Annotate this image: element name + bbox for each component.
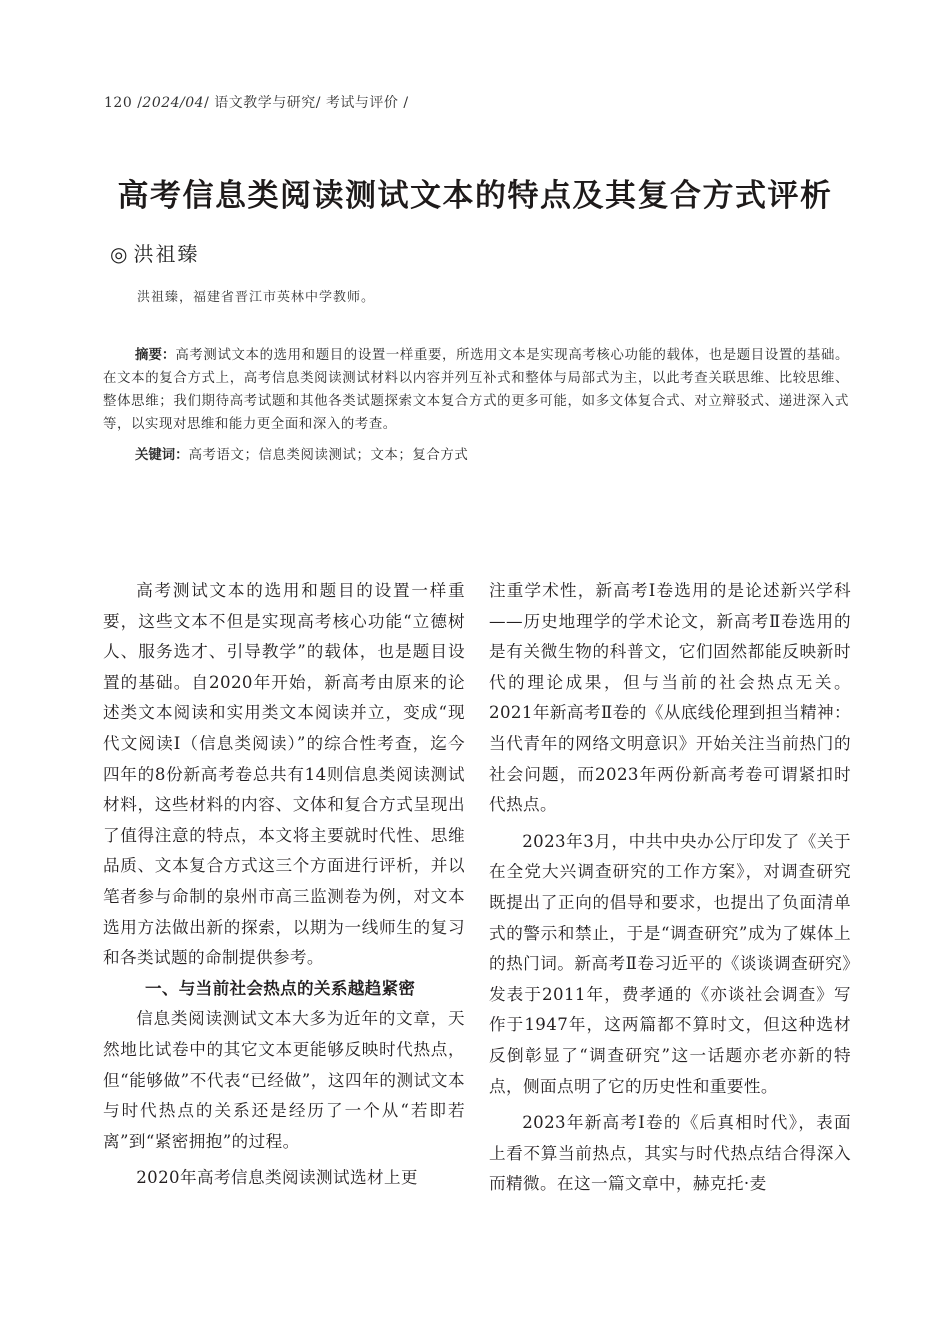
paragraph: 2020年高考信息类阅读测试选材上更 [136, 1168, 418, 1188]
abstract-text: 高考测试文本的选用和题目的设置一样重要，所选用文本是实现高考核心功能的载体，也是题目设置的基础。在文本的复合方式上，高考信息类阅读测试材料以内容并列互补式和整体与局部式为主，以此考查关联思维、比较思维、整体思维；我们期待高考试题和其他各类试题探索文本复合方式的更多可能，如多文体复合式、对立辩驳式、递进深入式等，以实现对思维和能力更全面和深入的考查。 [103, 348, 850, 432]
page-number: 120 [104, 95, 133, 111]
author-line [110, 238, 199, 267]
paragraph: 注重学术性，新高考Ⅰ卷选用的是论述新兴学科——历史地理学的学术论文，新高考Ⅱ卷选用的是有关微生物的科普文，它们固然都能反映新时代的理论成果，但与当前的社会热点无关。2021年新高考Ⅱ卷的《从底线伦理到担当精神：当代青年的网络文明意识》开始关注当前热门的社会问题，而2023年两份新高考卷可谓紧扣时代热点。 [489, 581, 851, 815]
column-name: 考试与评价 [325, 95, 399, 111]
keywords-label: 关键词： [135, 448, 189, 463]
keywords-text: 高考语文；信息类阅读测试；文本；复合方式 [188, 448, 469, 463]
paragraph: 2023年3月，中共中央办公厅印发了《关于在全党大兴调查研究的工作方案》，对调查研究既提出了正向的倡导和要求，也提出了负面清单式的警示和禁止，于是“调查研究”成为了媒体上的热门词。新高考Ⅱ卷习近平的《谈谈调查研究》发表于2011年，费孝通的《亦谈社会调查》写作于1947年，这两篇都不算时文，但这种选材反倒彰显了“调查研究”这一话题亦老亦新的特点，侧面点明了它的历史性和重要性。 [489, 831, 851, 1096]
paragraph: 2023年新高考Ⅰ卷的《后真相时代》，表面上看不算当前热点，其实与时代热点结合得深入而精微。在这一篇文章中，赫克托·麦 [489, 1113, 851, 1194]
keywords [135, 444, 468, 463]
author-mark-icon: ◎ [110, 242, 130, 266]
running-header: 120 /2024/04/ 语文教学与研究/ 考试与评价 / [104, 95, 409, 111]
body-column-left [103, 576, 465, 1194]
author-bio: 洪祖臻，福建省晋江市英林中学教师。 [137, 290, 376, 305]
article-title: 高考信息类阅读测试文本的特点及其复合方式评析 [117, 178, 833, 214]
section-heading: 一、与当前社会热点的关系越趋紧密 [145, 978, 416, 998]
abstract-label: 摘要： [135, 348, 176, 363]
paragraph: 高考测试文本的选用和题目的设置一样重要，这些文本不但是实现高考核心功能“立德树人、服务选才、引导教学”的载体，也是题目设置的基础。自2020年开始，新高考由原来的论述类文本阅读和实用类文本阅读并立，变成“现代文阅读Ⅰ（信息类阅读）”的综合性考查，迄今四年的8份新高考卷总共有14则信息类阅读测试材料，这些材料的内容、文体和复合方式呈现出了值得注意的特点，本文将主要就时代性、思维品质、文本复合方式这三个方面进行评析，并以笔者参与命制的泉州市高三监测卷为例，对文本选用方法做出新的探索，以期为一线师生的复习和各类试题的命制提供参考。 [103, 581, 465, 968]
issue-number: 2024/04 [142, 95, 205, 111]
author-name: 洪祖臻 [133, 242, 200, 266]
abstract [103, 344, 849, 436]
journal-name: 语文教学与研究 [214, 95, 316, 111]
body-column-right [489, 576, 851, 1200]
paragraph: 信息类阅读测试文本大多为近年的文章，天然地比试卷中的其它文本更能够反映时代热点，但“能够做”不代表“已经做”，这四年的测试文本与时代热点的关系还是经历了一个从“若即若离”到“紧密拥抱”的过程。 [103, 1009, 465, 1151]
